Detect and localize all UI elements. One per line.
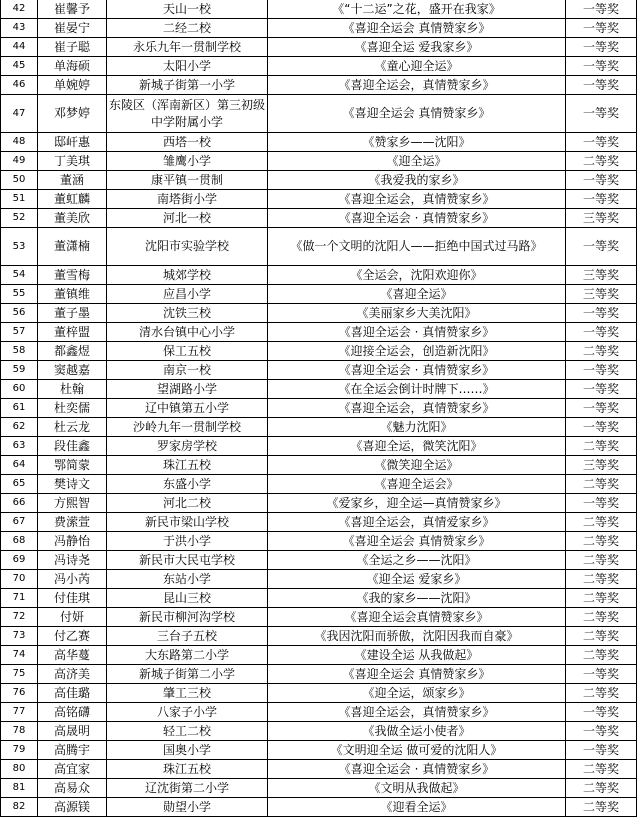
row-number-cell: 59 [1,361,38,380]
award-level-cell: 二等奖 [566,532,637,551]
row-number-cell: 71 [1,589,38,608]
school-cell: 八家子小学 [107,703,268,722]
row-number-cell: 53 [1,228,38,266]
work-title-cell: 《微笑迎全运》 [268,456,566,475]
student-name-cell: 樊诗文 [38,475,107,494]
table-row [1,722,637,741]
work-title-cell: 《迎接全运会，创造新沈阳》 [268,342,566,361]
school-cell: 东站小学 [107,570,268,589]
table-row [1,76,637,95]
student-name-cell: 单婉婷 [38,76,107,95]
table-row [1,532,637,551]
school-cell: 勋望小学 [107,798,268,817]
table-row [1,228,637,266]
row-number-cell: 54 [1,266,38,285]
work-title-cell: 《迎看全运》 [268,798,566,817]
work-title-cell: 《喜迎全运会，真情赞家乡》 [268,76,566,95]
award-level-cell: 一等奖 [566,703,637,722]
row-number-cell: 51 [1,190,38,209]
row-number-cell: 81 [1,779,38,798]
school-cell: 辽中镇第五小学 [107,399,268,418]
school-cell: 保工五校 [107,342,268,361]
student-name-cell: 董梓盟 [38,323,107,342]
row-number-cell: 52 [1,209,38,228]
school-cell: 昆山三校 [107,589,268,608]
award-level-cell: 三等奖 [566,456,637,475]
student-name-cell: 高腾宇 [38,741,107,760]
work-title-cell: 《喜迎全运会，真情赞家乡》 [268,190,566,209]
work-title-cell: 《做一个文明的沈阳人——拒绝中国式过马路》 [268,228,566,266]
award-level-cell: 二等奖 [566,152,637,171]
table-row [1,475,637,494]
table-row [1,589,637,608]
student-name-cell: 单海硕 [38,57,107,76]
student-name-cell: 高华蔓 [38,646,107,665]
student-name-cell: 杜奕儒 [38,399,107,418]
table-row [1,266,637,285]
award-level-cell: 二等奖 [566,570,637,589]
school-cell: 新城子街第一小学 [107,76,268,95]
work-title-cell: 《美丽家乡大美沈阳》 [268,304,566,323]
student-name-cell: 冯静怡 [38,532,107,551]
row-number-cell: 77 [1,703,38,722]
row-number-cell: 56 [1,304,38,323]
school-cell: 国奥小学 [107,741,268,760]
table-row [1,760,637,779]
work-title-cell: 《赞家乡——沈阳》 [268,133,566,152]
award-table-body [1,0,637,817]
row-number-cell: 79 [1,741,38,760]
table-row [1,418,637,437]
work-title-cell: 《喜迎全运会 真情赞家乡》 [268,665,566,684]
work-title-cell: 《喜迎全运会，真情赞家乡》 [268,703,566,722]
school-cell: 二经二校 [107,19,268,38]
award-level-cell: 二等奖 [566,779,637,798]
school-cell: 大东路第二小学 [107,646,268,665]
table-row [1,209,637,228]
work-title-cell: 《喜迎全运会，真情赞家乡》 [268,399,566,418]
work-title-cell: 《喜迎全运会真情赞家乡》 [268,608,566,627]
student-name-cell: 高晟明 [38,722,107,741]
row-number-cell: 73 [1,627,38,646]
row-number-cell: 72 [1,608,38,627]
row-number-cell: 82 [1,798,38,817]
award-level-cell: 一等奖 [566,95,637,133]
student-name-cell: 董雪梅 [38,266,107,285]
row-number-cell: 58 [1,342,38,361]
student-name-cell: 付佳琪 [38,589,107,608]
table-row [1,513,637,532]
work-title-cell: 《喜迎全运会 真情赞家乡》 [268,19,566,38]
table-row [1,741,637,760]
row-number-cell: 68 [1,532,38,551]
student-name-cell: 高源镁 [38,798,107,817]
work-title-cell: 《喜迎全运会 · 真情赞家乡》 [268,760,566,779]
work-title-cell: 《全运会，沈阳欢迎你》 [268,266,566,285]
table-row [1,570,637,589]
row-number-cell: 75 [1,665,38,684]
work-title-cell: 《喜迎全运会 真情赞家乡》 [268,532,566,551]
table-row [1,152,637,171]
student-name-cell: 高佳璐 [38,684,107,703]
award-level-cell: 二等奖 [566,646,637,665]
student-name-cell: 段佳鑫 [38,437,107,456]
student-name-cell: 冯小芮 [38,570,107,589]
student-name-cell: 崔晏宁 [38,19,107,38]
school-cell: 西塔一校 [107,133,268,152]
row-number-cell: 57 [1,323,38,342]
table-row [1,95,637,133]
student-name-cell: 方熙智 [38,494,107,513]
table-row [1,665,637,684]
student-name-cell: 董虹麟 [38,190,107,209]
student-name-cell: 董镇维 [38,285,107,304]
table-row [1,798,637,817]
work-title-cell: 《文明迎全运 做可爱的沈阳人》 [268,741,566,760]
award-level-cell: 一等奖 [566,76,637,95]
school-cell: 于洪小学 [107,532,268,551]
row-number-cell: 43 [1,19,38,38]
work-title-cell: 《童心迎全运》 [268,57,566,76]
school-cell: 雏鹰小学 [107,152,268,171]
award-level-cell: 三等奖 [566,285,637,304]
school-cell: 新民市梁山学校 [107,513,268,532]
row-number-cell: 42 [1,0,38,19]
award-level-cell: 一等奖 [566,494,637,513]
school-cell: 罗家房学校 [107,437,268,456]
award-level-cell: 一等奖 [566,304,637,323]
table-row [1,399,637,418]
row-number-cell: 70 [1,570,38,589]
student-name-cell: 高济美 [38,665,107,684]
table-row [1,684,637,703]
work-title-cell: 《在全运会倒计时牌下……》 [268,380,566,399]
work-title-cell: 《我的家乡——沈阳》 [268,589,566,608]
row-number-cell: 62 [1,418,38,437]
school-cell: 东陵区（浑南新区）第三初级中学附属小学 [107,95,268,133]
student-name-cell: 高铭礴 [38,703,107,722]
student-name-cell: 窦越嘉 [38,361,107,380]
work-title-cell: 《迎全运，颂家乡》 [268,684,566,703]
row-number-cell: 44 [1,38,38,57]
award-level-cell: 一等奖 [566,19,637,38]
award-level-cell: 一等奖 [566,418,637,437]
student-name-cell: 冯诗尧 [38,551,107,570]
table-row [1,304,637,323]
student-name-cell: 杜云龙 [38,418,107,437]
table-row [1,646,637,665]
school-cell: 河北一校 [107,209,268,228]
award-level-cell: 一等奖 [566,57,637,76]
student-name-cell: 邓梦婷 [38,95,107,133]
table-row [1,38,637,57]
student-name-cell: 鄂简蒙 [38,456,107,475]
work-title-cell: 《爱家乡，迎全运—真情赞家乡》 [268,494,566,513]
table-row [1,608,637,627]
student-name-cell: 高易众 [38,779,107,798]
work-title-cell: 《我做全运小使者》 [268,722,566,741]
work-title-cell: 《我爱我的家乡》 [268,171,566,190]
student-name-cell: 高宜家 [38,760,107,779]
school-cell: 清水台镇中心小学 [107,323,268,342]
student-name-cell: 崔馨予 [38,0,107,19]
work-title-cell: 《喜迎全运会，真情爱家乡》 [268,513,566,532]
work-title-cell: 《喜迎全运会 · 真情赞家乡》 [268,209,566,228]
row-number-cell: 63 [1,437,38,456]
work-title-cell: 《喜迎全运，微笑沈阳》 [268,437,566,456]
award-level-cell: 一等奖 [566,133,637,152]
school-cell: 永乐九年一贯制学校 [107,38,268,57]
row-number-cell: 76 [1,684,38,703]
table-row [1,779,637,798]
student-name-cell: 董涵 [38,171,107,190]
award-level-cell: 一等奖 [566,0,637,19]
school-cell: 肇工三校 [107,684,268,703]
school-cell: 天山一校 [107,0,268,19]
work-title-cell: 《喜迎全运会 真情赞家乡》 [268,95,566,133]
row-number-cell: 45 [1,57,38,76]
award-level-cell: 二等奖 [566,798,637,817]
award-level-cell: 二等奖 [566,627,637,646]
row-number-cell: 74 [1,646,38,665]
work-title-cell: 《喜迎全运会》 [268,475,566,494]
award-level-cell: 二等奖 [566,513,637,532]
work-title-cell: 《喜迎全运会 · 真情赞家乡》 [268,361,566,380]
row-number-cell: 60 [1,380,38,399]
award-level-cell: 二等奖 [566,589,637,608]
student-name-cell: 丁美琪 [38,152,107,171]
row-number-cell: 46 [1,76,38,95]
table-row [1,133,637,152]
student-name-cell: 付妍 [38,608,107,627]
award-level-cell: 二等奖 [566,684,637,703]
school-cell: 新城子街第二小学 [107,665,268,684]
row-number-cell: 50 [1,171,38,190]
table-row [1,342,637,361]
table-row [1,627,637,646]
award-level-cell: 一等奖 [566,171,637,190]
row-number-cell: 69 [1,551,38,570]
table-row [1,456,637,475]
school-cell: 太阳小学 [107,57,268,76]
work-title-cell: 《迎全运》 [268,152,566,171]
school-cell: 南京一校 [107,361,268,380]
row-number-cell: 65 [1,475,38,494]
work-title-cell: 《我因沈阳而骄傲，沈阳因我而自豪》 [268,627,566,646]
award-level-cell: 三等奖 [566,266,637,285]
award-level-cell: 二等奖 [566,475,637,494]
student-name-cell: 付乙赛 [38,627,107,646]
award-level-cell: 二等奖 [566,551,637,570]
student-name-cell: 邸屽惠 [38,133,107,152]
award-level-cell: 三等奖 [566,209,637,228]
award-level-cell: 一等奖 [566,228,637,266]
student-name-cell: 都鑫煜 [38,342,107,361]
award-level-cell: 一等奖 [566,741,637,760]
table-row [1,361,637,380]
award-level-cell: 一等奖 [566,361,637,380]
work-title-cell: 《魅力沈阳》 [268,418,566,437]
award-level-cell: 一等奖 [566,323,637,342]
school-cell: 新民市柳河沟学校 [107,608,268,627]
award-level-cell: 一等奖 [566,399,637,418]
award-level-cell: 二等奖 [566,760,637,779]
award-level-cell: 二等奖 [566,437,637,456]
work-title-cell: 《喜迎全运 爱我家乡》 [268,38,566,57]
table-row [1,437,637,456]
award-level-cell: 一等奖 [566,380,637,399]
school-cell: 珠江五校 [107,456,268,475]
table-row [1,494,637,513]
school-cell: 辽沈街第二小学 [107,779,268,798]
school-cell: 东盛小学 [107,475,268,494]
award-level-cell: 一等奖 [566,665,637,684]
table-row [1,380,637,399]
work-title-cell: 《喜迎全运会 · 真情赞家乡》 [268,323,566,342]
student-name-cell: 崔子聪 [38,38,107,57]
school-cell: 望湖路小学 [107,380,268,399]
school-cell: 沈阳市实验学校 [107,228,268,266]
work-title-cell: 《全运之乡——沈阳》 [268,551,566,570]
row-number-cell: 55 [1,285,38,304]
table-row [1,0,637,19]
table-row [1,285,637,304]
student-name-cell: 费潆萱 [38,513,107,532]
award-level-cell: 一等奖 [566,190,637,209]
row-number-cell: 67 [1,513,38,532]
table-row [1,19,637,38]
table-row [1,323,637,342]
row-number-cell: 80 [1,760,38,779]
work-title-cell: 《文明从我做起》 [268,779,566,798]
row-number-cell: 47 [1,95,38,133]
award-level-cell: 一等奖 [566,722,637,741]
table-row [1,171,637,190]
work-title-cell: 《喜迎全运》 [268,285,566,304]
award-level-cell: 二等奖 [566,342,637,361]
row-number-cell: 49 [1,152,38,171]
school-cell: 三台子五校 [107,627,268,646]
row-number-cell: 78 [1,722,38,741]
award-level-cell: 一等奖 [566,38,637,57]
school-cell: 沈铁三校 [107,304,268,323]
table-row [1,190,637,209]
school-cell: 河北二校 [107,494,268,513]
school-cell: 应昌小学 [107,285,268,304]
school-cell: 沙岭九年一贯制学校 [107,418,268,437]
table-row [1,57,637,76]
row-number-cell: 66 [1,494,38,513]
student-name-cell: 董美欣 [38,209,107,228]
table-row [1,703,637,722]
row-number-cell: 64 [1,456,38,475]
school-cell: 南塔街小学 [107,190,268,209]
row-number-cell: 48 [1,133,38,152]
school-cell: 城郊学校 [107,266,268,285]
award-level-cell: 二等奖 [566,608,637,627]
school-cell: 康平镇一贯制 [107,171,268,190]
school-cell: 轻工二校 [107,722,268,741]
work-title-cell: 《迎全运 爱家乡》 [268,570,566,589]
table-row [1,551,637,570]
work-title-cell: 《“十二运”之花，盛开在我家》 [268,0,566,19]
school-cell: 新民市大民屯学校 [107,551,268,570]
student-name-cell: 董子墨 [38,304,107,323]
student-name-cell: 董潇楠 [38,228,107,266]
student-name-cell: 杜翰 [38,380,107,399]
work-title-cell: 《建设全运 从我做起》 [268,646,566,665]
school-cell: 珠江五校 [107,760,268,779]
row-number-cell: 61 [1,399,38,418]
